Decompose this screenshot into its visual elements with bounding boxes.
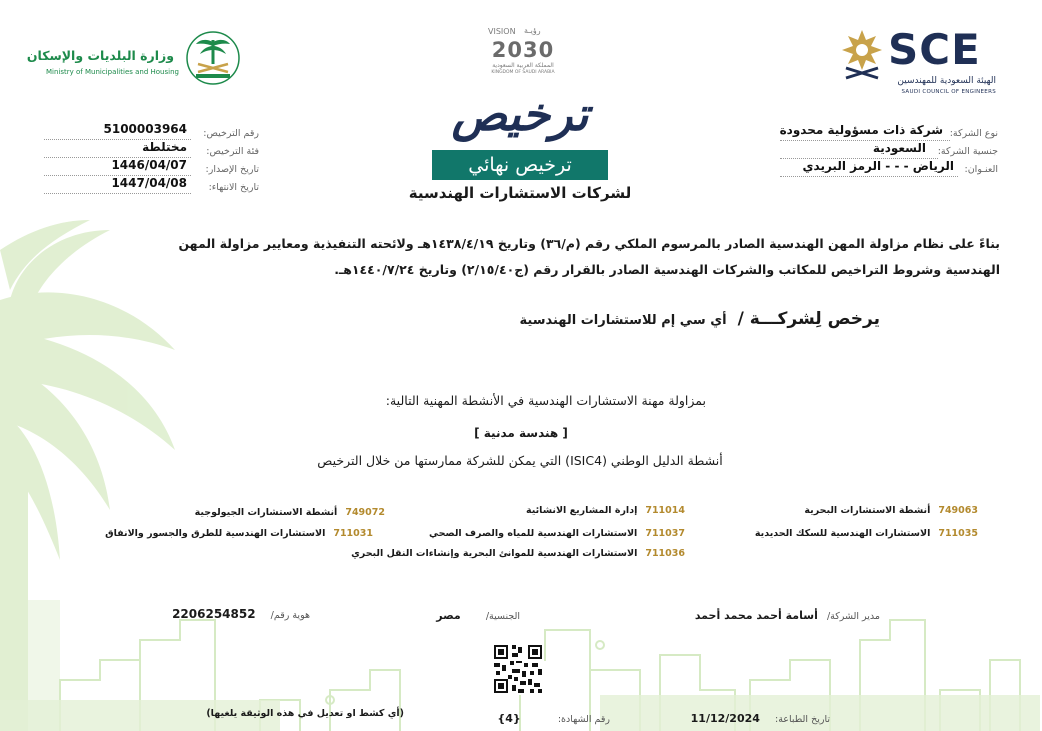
activity-name: الاستشارات الهندسية للسكك الحديدية [754, 528, 931, 539]
nationality-label: الجنسية/ [485, 611, 520, 622]
activity-code: 711035 [938, 528, 978, 539]
vision-top-ar: رؤيـة [524, 26, 541, 35]
company-type-row [780, 123, 998, 141]
legal-text-line-2: الهندسية وشروط التراخيص للمكاتب والشركات الهندسية الصادر بالقرار رقم (ج٢/١٥/٤٠) وتاريخ ١٤٤٠/٧/٢٤هـ. [334, 262, 1000, 277]
activity-name: الاستشارات الهندسية للمياه والصرف الصحي [429, 528, 638, 539]
activity-code: 749063 [938, 505, 978, 516]
ministry-name-en: Ministry of Municipalities and Housing [46, 68, 179, 76]
manager-block [695, 604, 880, 623]
expiry-date-label: تاريخ الانتهاء: [208, 182, 259, 193]
sce-name-en: SAUDI COUNCIL OF ENGINEERS [901, 89, 996, 95]
license-number-row [44, 122, 259, 140]
company-address-label: العنـوان: [964, 164, 998, 175]
issue-date-label: تاريخ الإصدار: [205, 164, 259, 175]
activity-item [351, 548, 685, 559]
id-label: هوية رقم/ [270, 610, 310, 621]
licensee-name: أي سي إم للاستشارات الهندسية [519, 313, 727, 328]
license-category-row [44, 140, 259, 158]
company-nationality-row [780, 141, 998, 159]
vision-year: 2030 [491, 38, 555, 62]
vision-kingdom-en: KINGDOM OF SAUDI ARABIA [491, 70, 555, 75]
activity-name: الاستشارات الهندسية للموانئ البحرية وإنشاءات النقل البحري [351, 548, 638, 559]
activity-item [195, 507, 385, 518]
print-date-value: 11/12/2024 [690, 712, 760, 725]
expiry-date-value: 1447/04/08 [111, 176, 187, 190]
company-type-value: شركة ذات مسؤولية محدودة [779, 123, 943, 137]
ministry-logo [26, 30, 244, 86]
sce-logo [838, 24, 998, 100]
expiry-date-row [44, 176, 259, 194]
cert-number-label: رقم الشهادة: [557, 714, 610, 725]
licensee-line [400, 309, 880, 329]
activity-code: 711036 [645, 548, 685, 559]
vision-word: VISION [488, 27, 516, 36]
print-date-label: تاريخ الطباعة: [775, 714, 830, 725]
activity-code: 711031 [333, 528, 373, 539]
activity-code: 749072 [345, 507, 385, 518]
id-block [172, 603, 310, 622]
vision-kingdom-ar: المملكة العربية السعودية [492, 62, 554, 69]
footer-warning: (أي كشط او تعديل في هذه الوثيقة يلغيها) [206, 708, 404, 719]
sce-emblem-icon [840, 28, 884, 80]
activity-code: 711037 [645, 528, 685, 539]
activity-item [755, 528, 978, 539]
practice-intro: بمزاولة مهنة الاستشارات الهندسية في الأنشطة المهنية التالية: [385, 393, 706, 408]
activity-item [105, 528, 373, 539]
isic-line: أنشطة الدليل الوطني (ISIC4) التي يمكن للشركة ممارستها من خلال الترخيص [317, 453, 723, 468]
license-category-value: مختلطة [142, 140, 187, 154]
activity-name: أنشطة الاستشارات الجيولوجية [194, 507, 338, 518]
license-category-label: فئة الترخيص: [206, 146, 259, 157]
ministry-name-ar: وزارة البلديات والإسكان [26, 48, 174, 63]
cert-number-value: {4} [497, 712, 521, 725]
activity-name: إدارة المشاريع الانشائية [525, 505, 638, 516]
sce-logo-letters: SCE [888, 25, 981, 74]
company-nationality-value: السعودية [872, 141, 926, 155]
legal-text-line-1: بناءً على نظام مزاولة المهن الهندسية الصادر بالمرسوم الملكي رقم (م/٣٦) وتاريخ ١٤٣٨/٤/١٩هـ ولائحته التنفيذية ومعايير مزاولة المهن [178, 236, 1000, 251]
activity-item [804, 505, 978, 516]
activity-name: أنشطة الاستشارات البحرية [804, 505, 931, 516]
company-type-label: نوع الشركة: [949, 128, 998, 139]
cert-number-block [497, 707, 610, 726]
title-calligraphy: ترخيص [451, 87, 589, 141]
company-address-value: الرياض - - - الرمز البريدي [802, 159, 954, 173]
title-banner: ترخيص نهائي [432, 150, 608, 180]
specialty: [ هندسة مدنية ] [474, 426, 568, 440]
license-number-label: رقم الترخيص: [203, 128, 259, 139]
id-value: 2206254852 [172, 607, 256, 621]
company-address-row [780, 159, 998, 177]
activity-name: الاستشارات الهندسية للطرق والجسور والانفاق [105, 528, 326, 539]
manager-label: مدير الشركة/ [826, 611, 880, 622]
vision-2030-logo [478, 26, 568, 78]
activity-item [526, 505, 685, 516]
manager-name: أسامة أحمد محمد أحمد [694, 609, 818, 622]
nationality-block [436, 604, 520, 623]
print-date-block [691, 707, 830, 726]
ministry-emblem-icon [184, 30, 242, 86]
palm-tree-decoration [0, 220, 175, 731]
activity-item [429, 528, 685, 539]
activity-code: 711014 [645, 505, 685, 516]
licensee-prefix: يرخص لِشركـــة / [737, 309, 880, 329]
issue-date-value: 1446/04/07 [111, 158, 187, 172]
nationality-value: مصر [436, 609, 461, 622]
sce-name-ar: الهيئة السعودية للمهندسين [897, 76, 996, 86]
title-subtitle: لشركات الاستشارات الهندسية [408, 184, 632, 202]
company-nationality-label: جنسية الشركة: [937, 146, 998, 157]
issue-date-row [44, 158, 259, 176]
qr-code [492, 643, 544, 695]
license-number-value: 5100003964 [103, 122, 187, 136]
